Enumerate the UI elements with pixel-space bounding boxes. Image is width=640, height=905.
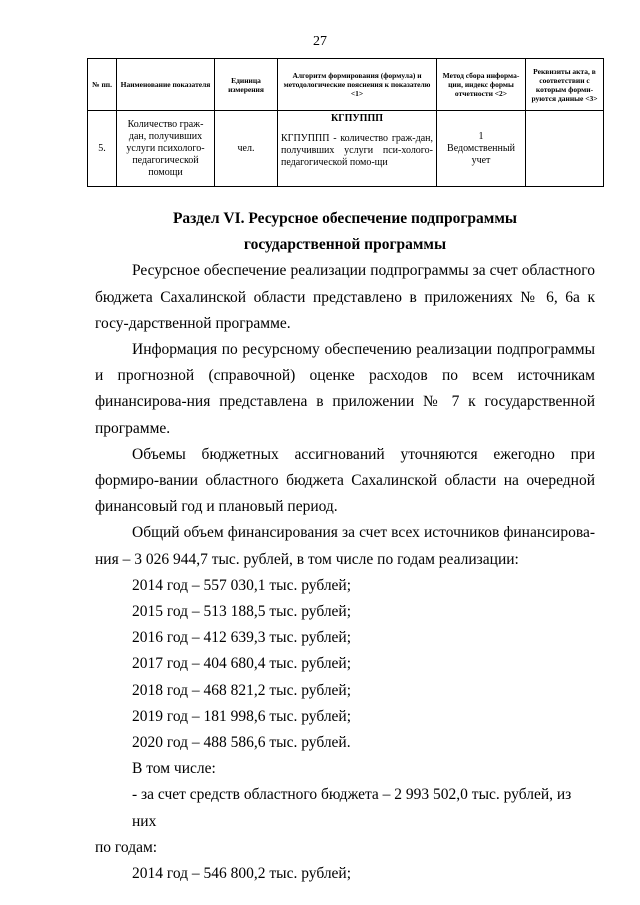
- paragraph-resource-info: Информация по ресурсному обеспечению реализации подпрограммы и прогнозной (справочной) оценке расходов по всем источникам финансирова-ния представлена в приложении № 7 к государственной программе.: [95, 341, 595, 437]
- header-method: Метод сбора информа-ции, индекс формы отчетности <2>: [437, 59, 526, 111]
- cell-unit: чел.: [215, 111, 278, 187]
- header-unit: Единица измерения: [215, 59, 278, 111]
- year-total-line: 2018 год – 468 821,2 тыс. рублей;: [132, 681, 352, 699]
- year-total-line: 2016 год – 412 639,3 тыс. рублей;: [132, 629, 352, 647]
- paragraph-resource-provision: Ресурсное обеспечение реализации подпрограммы за счет областного бюджета Сахалинской области представлено в приложениях № 6, 6а к госу-дарственной программе.: [95, 262, 595, 332]
- section-title-line-2: государственной программы: [243, 236, 447, 254]
- header-num: № пп.: [88, 59, 117, 111]
- year-total-line: 2014 год – 557 030,1 тыс. рублей;: [132, 576, 352, 594]
- including-label: В том числе:: [132, 760, 216, 778]
- section-title-line-1: Раздел VI. Ресурсное обеспечение подпрограммы: [172, 210, 518, 227]
- cell-method: [437, 111, 526, 187]
- regional-budget-line: - за счет средств областного бюджета – 2 993 502,0 тыс. рублей, из них: [132, 786, 572, 830]
- cell-num: 5.: [88, 111, 117, 187]
- header-name: Наименование показателя: [117, 59, 215, 111]
- table-row: [88, 111, 604, 187]
- indicators-table: [87, 58, 604, 187]
- cell-name: Количество граж-дан, получивших услуги психолого-педагогической помощи: [117, 111, 215, 187]
- regional-year-line: 2014 год – 546 800,2 тыс. рублей;: [132, 865, 352, 883]
- table-header-row: [88, 59, 604, 111]
- paragraph-total-financing: Общий объем финансирования за счет всех источников финансирова-ния – 3 026 944,7 тыс. рублей, в том числе по годам реализации:: [95, 524, 595, 568]
- header-requisites: Реквизиты акта, в соответствии с которым форми-руются данные <3>: [526, 59, 604, 111]
- year-total-line: 2019 год – 181 998,6 тыс. рублей;: [132, 707, 352, 725]
- year-total-line: 2017 год – 404 680,4 тыс. рублей;: [132, 655, 352, 673]
- section-body: [95, 206, 595, 887]
- page-number: 27: [313, 34, 327, 49]
- year-total-line: 2020 год – 488 586,6 тыс. рублей.: [132, 734, 351, 752]
- algorithm-description: КГПУППП - количество граж-дан, получивших услуги пси-холого-педагогической помо-щи: [281, 133, 433, 168]
- cell-requisites: [526, 111, 604, 187]
- year-total-line: 2015 год – 513 188,5 тыс. рублей;: [132, 603, 352, 621]
- header-algorithm: Алгоритм формирования (формула) и методологические пояснения к показателю <1>: [278, 59, 437, 111]
- algorithm-formula: КГПУППП: [330, 113, 384, 124]
- paragraph-budget-allocations: Объемы бюджетных ассигнований уточняются ежегодно при формиро-вании областного бюджета Сахалинской области на очередной финансовый год и плановый период.: [95, 445, 595, 516]
- cell-algorithm: [278, 111, 437, 187]
- regional-budget-line-continued: по годам:: [95, 838, 158, 856]
- method-index: 1: [478, 130, 484, 142]
- method-description: Ведомственный учет: [447, 142, 515, 166]
